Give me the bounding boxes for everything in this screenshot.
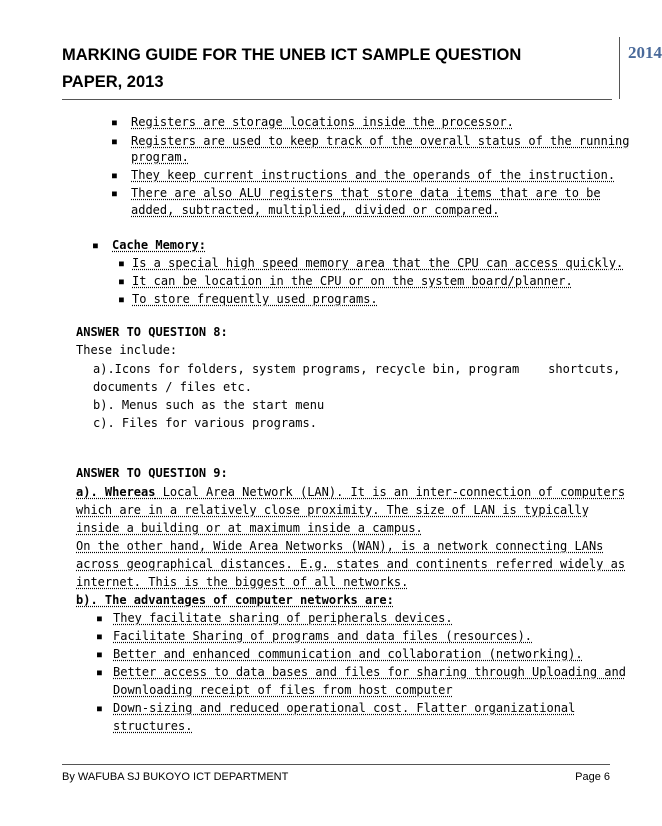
square-bullet-icon: ■: [97, 614, 102, 623]
list-item-continuation: added, subtracted, multiplied, divided or compared.: [131, 203, 500, 217]
paragraph-line: which are in a relatively close proximity. The size of LAN is typically: [76, 503, 589, 517]
list-item: To store frequently used programs.: [132, 292, 378, 306]
square-bullet-icon: ■: [97, 668, 102, 677]
document-title: MARKING GUIDE FOR THE UNEB ICT SAMPLE QUESTION PAPER, 2013: [62, 46, 522, 91]
paragraph-line: These include:: [76, 343, 178, 357]
paragraph-line: documents / files etc.: [93, 380, 252, 394]
square-bullet-icon: ■: [97, 632, 102, 641]
paragraph-line: internet. This is the biggest of all networks.: [76, 575, 409, 589]
square-bullet-icon: ■: [112, 189, 117, 198]
list-item: Better and enhanced communication and collaboration (networking).: [113, 647, 583, 661]
paragraph-line: a). Whereas Local Area Network (LAN). It is an inter-connection of computers: [76, 485, 626, 499]
square-bullet-icon: ■: [112, 137, 117, 146]
paragraph-line: On the other hand, Wide Area Networks (WAN), is a network connecting LANs: [76, 539, 604, 553]
subpart-label: a). Whereas: [76, 485, 156, 499]
footer-author: By WAFUBA SJ BUKOYO ICT DEPARTMENT: [62, 771, 289, 783]
square-bullet-icon: ■: [93, 241, 98, 250]
list-item-continuation: structures.: [113, 719, 193, 733]
page-number: Page 6: [575, 771, 610, 783]
list-item: Down-sizing and reduced operational cost. Flatter organizational: [113, 701, 576, 715]
paragraph-line: across geographical distances. E.g. states and continents referred widely as: [76, 557, 626, 571]
section-heading: Cache Memory:: [112, 238, 206, 252]
list-item: Better access to data bases and files for sharing through Uploading and: [113, 665, 626, 679]
list-item-continuation: program.: [131, 150, 189, 164]
list-item: Registers are storage locations inside the processor.: [131, 115, 514, 129]
square-bullet-icon: ■: [119, 295, 124, 304]
square-bullet-icon: ■: [112, 118, 117, 127]
list-item: Registers are used to keep track of the overall status of the running: [131, 134, 630, 148]
section-heading: ANSWER TO QUESTION 8:: [76, 325, 228, 339]
paragraph-line: b). Menus such as the start menu: [93, 398, 325, 412]
square-bullet-icon: ■: [97, 704, 102, 713]
list-item: There are also ALU registers that store data items that are to be: [131, 186, 601, 200]
paragraph-line: c). Files for various programs.: [93, 416, 317, 430]
subpart-heading: b). The advantages of computer networks are:: [76, 593, 394, 607]
square-bullet-icon: ■: [119, 277, 124, 286]
header-rule: [62, 99, 612, 100]
square-bullet-icon: ■: [112, 171, 117, 180]
paragraph-line: a).Icons for folders, system programs, recycle bin, program shortcuts,: [93, 362, 621, 376]
header-divider: [619, 37, 620, 99]
square-bullet-icon: ■: [119, 259, 124, 268]
list-item: It can be location in the CPU or on the system board/planner.: [132, 274, 573, 288]
list-item: Facilitate Sharing of programs and data files (resources).: [113, 629, 533, 643]
list-item-continuation: Downloading receipt of files from host computer: [113, 683, 453, 697]
page-footer: [62, 764, 610, 785]
page-header: [62, 37, 662, 99]
section-heading: ANSWER TO QUESTION 9:: [76, 466, 228, 480]
paragraph-line: inside a building or at maximum inside a campus.: [76, 521, 423, 535]
header-year: 2014: [628, 43, 662, 62]
square-bullet-icon: ■: [97, 650, 102, 659]
list-item: Is a special high speed memory area that the CPU can access quickly.: [132, 256, 624, 270]
list-item: They keep current instructions and the operands of the instruction.: [131, 168, 616, 182]
list-item: They facilitate sharing of peripherals devices.: [113, 611, 453, 625]
